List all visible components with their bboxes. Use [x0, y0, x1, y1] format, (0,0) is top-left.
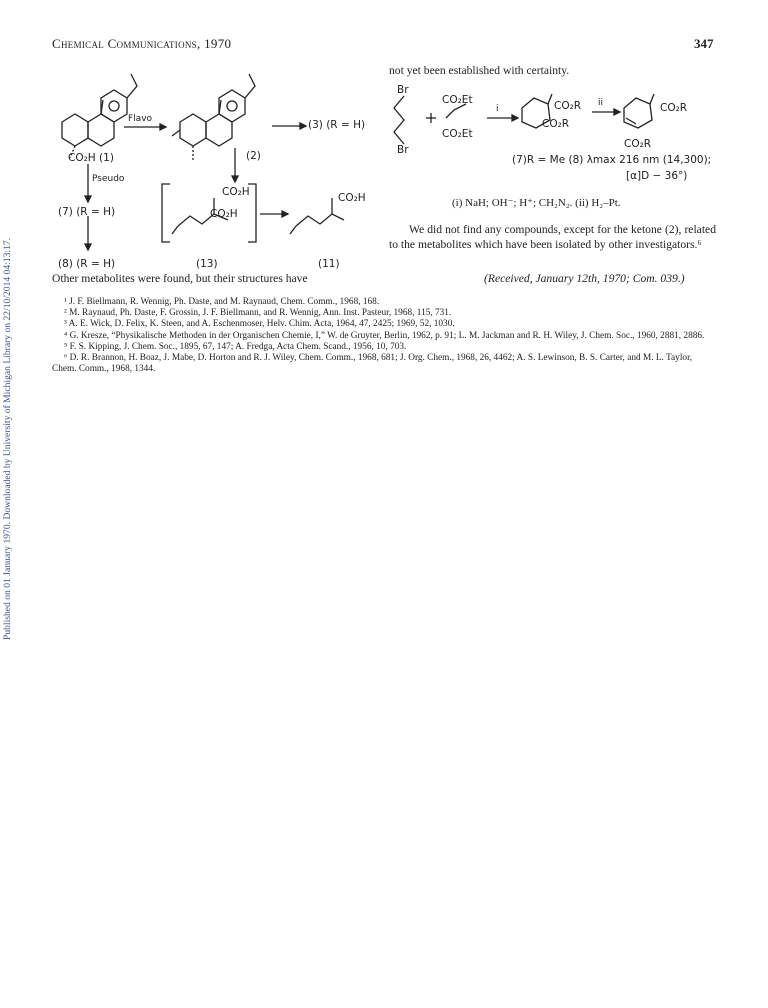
arrowhead-down-2: [232, 176, 238, 182]
ketone-bond-2: [172, 130, 180, 136]
label-product-3: (3) (R = H): [308, 119, 366, 131]
reference-2: ² M. Raynaud, Ph. Daste, F. Grossin, J. F. Biellmann, and R. Wennig, Ann. Inst. Pasteur, 1968, 115, 731.: [64, 308, 452, 319]
arrowhead-flavo: [160, 124, 166, 130]
scheme-right-structures: [394, 94, 654, 144]
page-number: 347: [694, 36, 714, 51]
label-optical-rotation: [α]D − 36°): [626, 170, 688, 182]
malonate: [446, 104, 466, 118]
ring-b-2: [206, 114, 232, 146]
arrowhead-ii: [614, 109, 620, 115]
label-co2r-c: CO₂R: [660, 102, 688, 114]
arrowhead-to-11: [282, 211, 288, 217]
reference-5: ⁵ F. S. Kipping, J. Chem. Soc., 1895, 67, 147; A. Fredga, Acta Chem. Scand., 1956, 10, 703.: [64, 341, 407, 352]
arrowhead-to-3: [300, 123, 306, 129]
label-co2h-a: CO₂H: [222, 186, 250, 198]
received-note: (Received, January 12th, 1970; Com. 039.): [484, 272, 685, 285]
label-co2h-b: CO₂H: [210, 208, 238, 220]
ring-b-1: [88, 114, 114, 146]
chain-11: [296, 214, 344, 226]
text-left-bottom: Other metabolites were found, but their structures have: [52, 272, 308, 285]
journal-header: Chemical Communications, 1970: [52, 36, 232, 51]
ring-c-2: [219, 90, 245, 122]
label-compound-1: CO₂H (1): [68, 152, 114, 164]
label-flavo: Flavo: [128, 114, 153, 124]
label-co2h-c: CO₂H: [338, 192, 366, 204]
cyclohexene: [624, 98, 652, 128]
aromatic-circle-1: [109, 101, 119, 111]
isopropyl-1: [127, 74, 137, 98]
label-compound-8: (8) (R = H): [58, 258, 116, 270]
label-compounds-7-8: (7)R = Me (8) λmax 216 nm (14,300);: [512, 154, 712, 166]
label-step-ii: ii: [598, 98, 604, 108]
reference-4: ⁴ G. Kresze, “Physikalische Methoden in der Organischen Chemie, I,” W. de Gruyter, Berlin, 1962, p. 91; L. M. Jackman and R. H. Wiley, J. Chem. Soc., 1960, 2881, 2886.: [64, 330, 705, 341]
aromatic-circle-2: [227, 101, 237, 111]
label-co2et-top: CO₂Et: [442, 94, 473, 106]
download-watermark: Published on 01 January 1970. Downloaded by University of Michigan Library on 22/10/2014 04:13:17.: [2, 237, 13, 640]
references: [52, 297, 716, 375]
reaction-conditions: (i) NaH; OH⁻; H⁺; CH₂N₂. (ii) H₂–Pt.: [452, 197, 621, 209]
ring-a-2: [180, 114, 206, 146]
isopropyl-2: [245, 74, 255, 98]
dibromo-chain: [394, 96, 404, 144]
reaction-schemes: [0, 0, 768, 300]
label-br-top: Br: [397, 84, 409, 96]
bracket-left: [162, 184, 170, 242]
reference-6: ⁶ D. R. Brannon, H. Boaz, J. Mabe, D. Horton and R. J. Wiley, Chem. Comm., 1968, 681; J. Org. Chem., 1968, 26, 4462; A. S. Lewinson, B. S. Carter, and M. L. Taylor, Chem. Comm., 1968, 1344.: [52, 353, 693, 375]
label-step-i: i: [496, 104, 499, 114]
label-co2r-d: CO₂R: [624, 138, 652, 150]
label-compound-11: (11): [318, 258, 340, 270]
arrowhead-7-to-8: [85, 244, 91, 250]
arrowhead-i: [512, 115, 518, 121]
text-top-right: not yet been established with certainty.: [389, 64, 570, 77]
methyl-c2: [650, 94, 654, 104]
label-co2r-a: CO₂R: [554, 100, 582, 112]
label-br-bottom: Br: [397, 144, 409, 156]
methyl-c1: [548, 94, 552, 104]
body-paragraph: We did not find any compounds, except for the ketone (2), related to the metabolites which have been isolated by other investigators.⁶: [389, 223, 716, 251]
ring-a-1: [62, 114, 88, 146]
reference-1: ¹ J. F. Biellmann, R. Wennig, Ph. Daste, and M. Raynaud, Chem. Comm., 1968, 168.: [64, 297, 380, 307]
label-compound-13: (13): [196, 258, 218, 270]
label-pseudo: Pseudo: [92, 174, 125, 184]
arrowhead-pseudo: [85, 196, 91, 202]
reference-3: ³ A. E. Wick, D. Felix, K. Steen, and A. Eschenmoser, Helv. Chim. Acta, 1964, 47, 2425; 1969, 52, 1030.: [64, 319, 455, 330]
label-co2r-b: CO₂R: [542, 118, 570, 130]
label-co2et-bottom: CO₂Et: [442, 128, 473, 140]
ketone-11: [290, 226, 296, 234]
label-compound-7: (7) (R = H): [58, 206, 116, 218]
ring-c-1: [101, 90, 127, 122]
ketone-13: [172, 226, 178, 234]
label-compound-2: (2): [246, 150, 261, 162]
